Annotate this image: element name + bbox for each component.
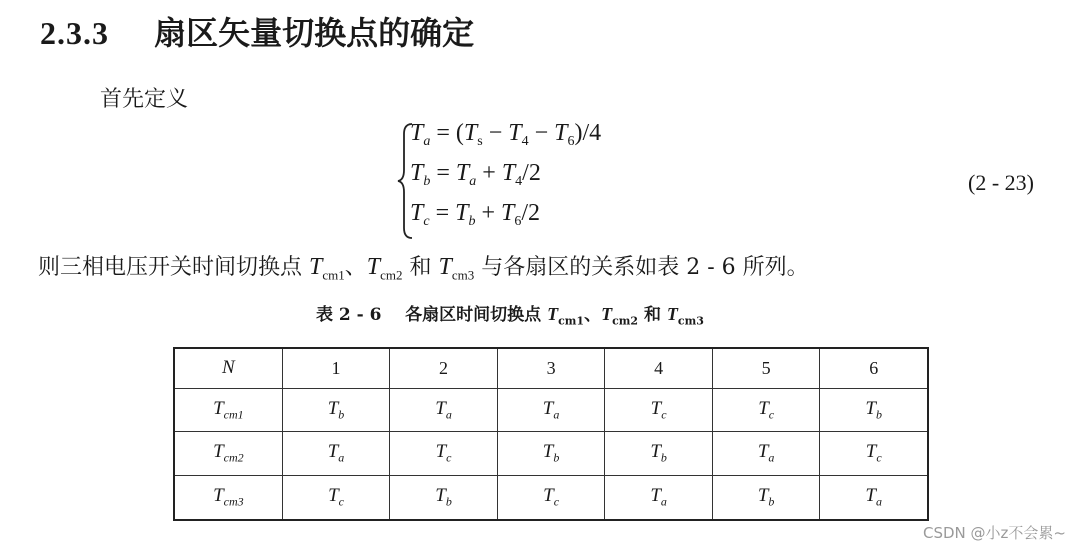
intro-text: 首先定义 (100, 87, 189, 112)
section-heading (40, 8, 474, 54)
row-label: $T_{cm1}$ (174, 388, 282, 432)
table-cell: $T_a$ (712, 432, 820, 476)
section-title: 扇区矢量切换点的确定 (154, 14, 475, 52)
table-cell: $T_a$ (282, 432, 390, 476)
body-paragraph: 则三相电压开关时间切换点 $T_{cm1}$、$T_{cm2}$ 和 $T_{cm3}$ 与各扇区的关系如表 2 - 6 所列。 (38, 254, 809, 283)
table-caption: 表 2 - 6 各扇区时间切换点 $T_{cm1}$、$T_{cm2}$ 和 $T_{cm3}$ (316, 304, 704, 328)
equation-tb: $T_b = T_a + T_4/2$ (410, 160, 541, 189)
header-cell: N (174, 348, 282, 388)
table-cell: $T_c$ (712, 388, 820, 432)
table-cell: $T_a$ (497, 388, 605, 432)
table-cell: $T_c$ (820, 432, 928, 476)
table-cell: $T_a$ (390, 388, 498, 432)
header-cell: 3 (497, 348, 605, 388)
equation-tc: $T_c = T_b + T_6/2$ (410, 200, 541, 229)
table-cell: $T_a$ (820, 475, 928, 520)
table-cell: $T_c$ (282, 475, 390, 520)
header-cell: 1 (282, 348, 390, 388)
equation-ta: $T_a = (T_s - T_4 - T_6)/4$ (410, 120, 602, 149)
table-cell: $T_c$ (497, 475, 605, 520)
csdn-watermark: CSDN @小z不会累~ (923, 524, 1066, 542)
header-cell: 2 (390, 348, 498, 388)
table-row (174, 432, 928, 476)
header-cell: 5 (712, 348, 820, 388)
sector-switching-table (173, 347, 929, 521)
table-cell: $T_a$ (605, 475, 713, 520)
table-cell: $T_b$ (820, 388, 928, 432)
row-label: $T_{cm3}$ (174, 475, 282, 520)
table-cell: $T_b$ (282, 388, 390, 432)
table-label: 表 2 - 6 (316, 305, 382, 325)
table-row (174, 388, 928, 432)
header-cell: 6 (820, 348, 928, 388)
table-cell: $T_b$ (497, 432, 605, 476)
table-row (174, 475, 928, 520)
equation-system (396, 120, 736, 242)
table-cell: $T_b$ (712, 475, 820, 520)
header-cell: 4 (605, 348, 713, 388)
table-cell: $T_c$ (605, 388, 713, 432)
row-label: $T_{cm2}$ (174, 432, 282, 476)
table-cell: $T_b$ (390, 475, 498, 520)
table-cell: $T_b$ (605, 432, 713, 476)
section-number: 2.3.3 (40, 15, 109, 51)
table-cell: $T_c$ (390, 432, 498, 476)
table-header-row (174, 348, 928, 388)
equation-number: (2 - 23) (968, 170, 1034, 195)
